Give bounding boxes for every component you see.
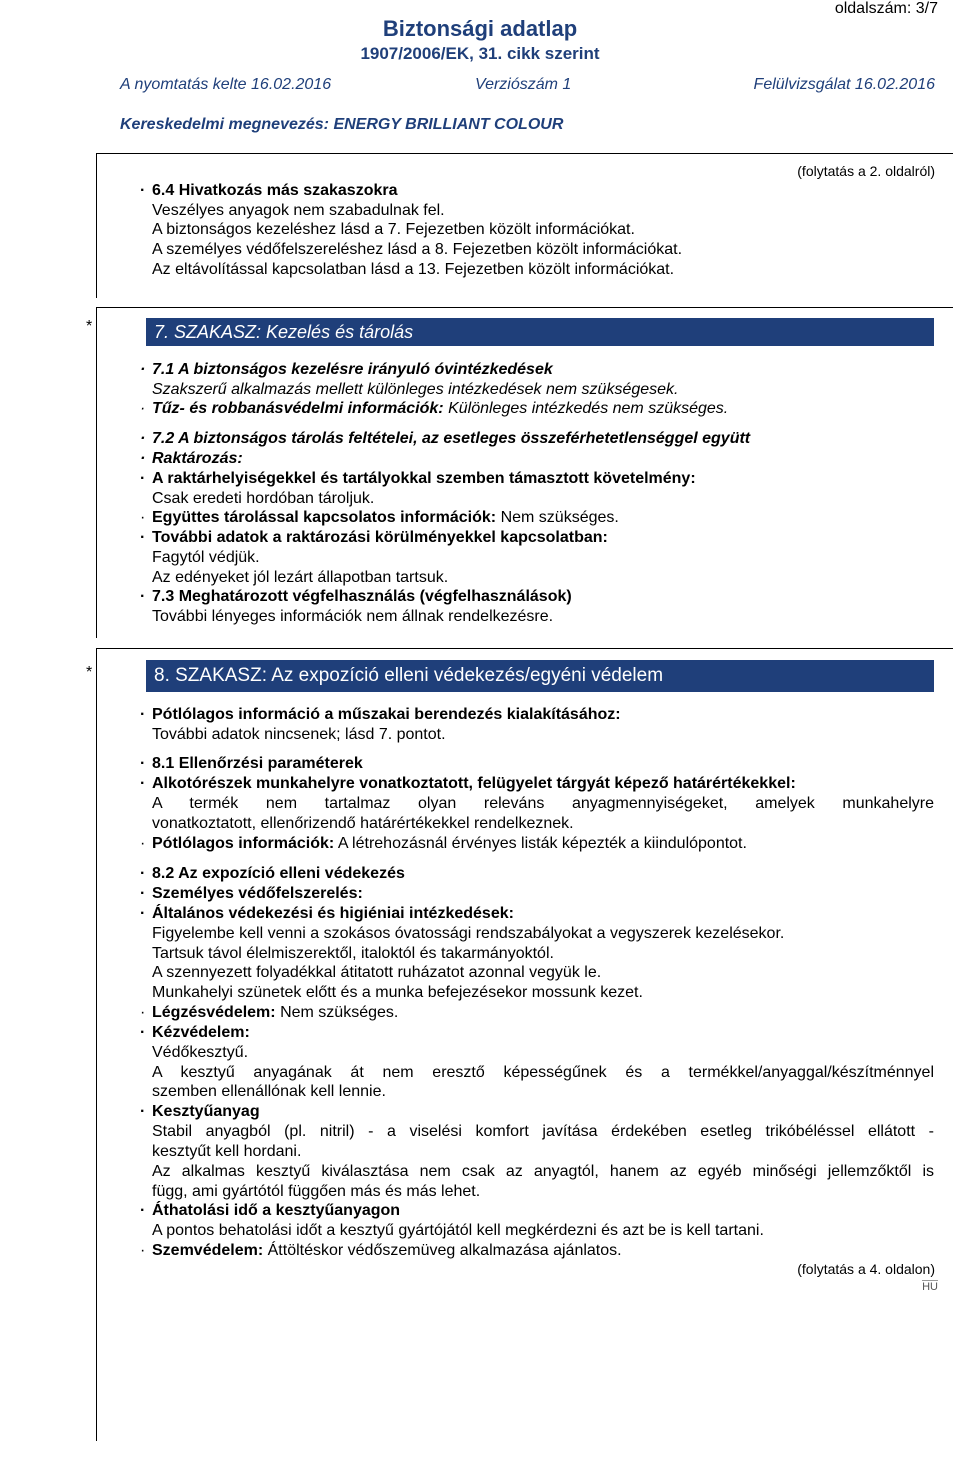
fire-protection-line: · Tűz- és robbanásvédelmi információk: Különleges intézkedés nem szükséges.	[140, 400, 729, 417]
further-storage-text: Az edényeket jól lezárt állapotban tartsuk.	[152, 569, 449, 586]
section-7-1-text: Szakszerű alkalmazás mellett különleges intézkedések nem szükségesek.	[152, 381, 679, 398]
print-date: A nyomtatás kelte 16.02.2016	[120, 76, 332, 93]
hand-protection-text: A kesztyű anyagának át nem eresztő képességűnek és a termékkel/anyaggal/készítménnyel	[152, 1064, 934, 1081]
additional-info-line: · Pótlólagos információk: A létrehozásnál érvényes listák képezték a kiindulópontot.	[140, 835, 747, 852]
section-8-1-heading: · 8.1 Ellenőrzési paraméterek	[140, 755, 363, 772]
general-hygiene-text: A szennyezett folyadékkal átitatott ruházatot azonnal vegyük le.	[152, 964, 602, 981]
storage-requirement-label: · A raktárhelyiségekkel és tartályokkal szemben támasztott követelmény:	[140, 470, 696, 487]
change-marker: *	[86, 664, 93, 681]
hand-protection-label: · Kézvédelem:	[140, 1024, 250, 1041]
penetration-time-text: A pontos behatolási időt a kesztyű gyártójától kell megkérdezni és azt be is kell tartani.	[152, 1222, 764, 1239]
hand-protection-text: szemben ellenállónak kell lennie.	[152, 1083, 386, 1100]
section-6-4-line: Az eltávolítással kapcsolatban lásd a 13. Fejezetben közölt információkat.	[152, 261, 675, 278]
further-storage-text: Fagytól védjük.	[152, 549, 260, 566]
section-7-1-heading: · 7.1 A biztonságos kezelésre irányuló óvintézkedések	[140, 361, 553, 378]
language-code: HU	[922, 1281, 938, 1293]
section-8-2-heading: · 8.2 Az expozíció elleni védekezés	[140, 865, 405, 882]
section-7-3-heading: · 7.3 Meghatározott végfelhasználás (végfelhasználások)	[140, 588, 572, 605]
document-title: Biztonsági adatlap	[382, 16, 578, 41]
storage-requirement-text: Csak eredeti hordóban tároljuk.	[152, 490, 375, 507]
section-6-4-line: Veszélyes anyagok nem szabadulnak fel.	[152, 202, 445, 219]
trade-name: Kereskedelmi megnevezés: ENERGY BRILLIANT COLOUR	[120, 116, 564, 133]
section-7-title-band: 7. SZAKASZ: Kezelés és tárolás	[146, 318, 934, 346]
general-hygiene-text: Tartsuk távol élelmiszerektől, italoktól és takarmányoktól.	[152, 945, 554, 962]
section-6-4-line: A biztonságos kezeléshez lásd a 7. Fejezetben közölt információkat.	[152, 221, 635, 238]
version-number: Verziószám 1	[475, 76, 572, 93]
engineering-label: · Pótlólagos információ a műszakai berendezés kialakításához:	[140, 706, 621, 723]
hand-protection-text: Védőkesztyű.	[152, 1044, 249, 1061]
general-hygiene-text: Figyelembe kell venni a szokásos óvatossági rendszabályokat a vegyszerek kezelésekor.	[152, 925, 785, 942]
continued-from-note: (folytatás a 2. oldalról)	[797, 163, 935, 179]
eye-protection-line: · Szemvédelem: Áttöltéskor védőszemüveg alkalmazása ajánlatos.	[140, 1242, 622, 1259]
storage-label: · Raktározás:	[140, 450, 243, 467]
joint-storage-line: · Együttes tárolással kapcsolatos információk: Nem szükséges.	[140, 509, 619, 526]
glove-material-text: Az alkalmas kesztyű kiválasztása nem csak az anyagtól, hanem az egyéb minőségi jellemzőktől is	[152, 1163, 934, 1180]
general-hygiene-text: Munkahelyi szünetek előtt és a munka befejezésekor mossunk kezet.	[152, 984, 643, 1001]
continued-to-note: (folytatás a 4. oldalon)	[797, 1261, 935, 1277]
general-hygiene-label: · Általános védekezési és higiéniai intézkedések:	[140, 905, 514, 922]
page-number: oldalszám: 3/7	[834, 0, 938, 17]
engineering-text: További adatok nincsenek; lásd 7. pontot.	[152, 726, 446, 743]
change-marker: *	[86, 318, 93, 335]
glove-material-text: kesztyűt kell hordani.	[152, 1143, 302, 1160]
section-8-title-band: 8. SZAKASZ: Az expozíció elleni védekezés/egyéni védelem	[146, 660, 934, 692]
document-subtitle: 1907/2006/EK, 31. cikk szerint	[360, 44, 600, 63]
glove-material-text: Stabil anyagból (pl. nitril) - a viselési komfort javítása érdekében esetleg trikóbéléssel ellátott -	[152, 1123, 934, 1140]
limit-values-text: A termék nem tartalmaz olyan releváns anyagmennyiségeket, amelyek munkahelyre	[152, 795, 934, 812]
section-7-2-heading: · 7.2 A biztonságos tárolás feltételei, az esetleges összeférhetetlenséggel együtt	[140, 430, 751, 447]
limit-values-label: · Alkotórészek munkahelyre vonatkoztatott, felügyelet tárgyát képező határértékekkel:	[140, 775, 796, 792]
section-6-4-line: A személyes védőfelszereléshez lásd a 8. Fejezetben közölt információkat.	[152, 241, 683, 258]
ppe-label: · Személyes védőfelszerelés:	[140, 885, 363, 902]
section-7-3-text: További lényeges információk nem állnak rendelkezésre.	[152, 608, 554, 625]
further-storage-label: · További adatok a raktározási körülményekkel kapcsolatban:	[140, 529, 608, 546]
glove-material-label: · Kesztyűanyag	[140, 1103, 260, 1120]
penetration-time-label: · Áthatolási idő a kesztyűanyagon	[140, 1202, 401, 1219]
section-6-4-heading: · 6.4 Hivatkozás más szakaszokra	[140, 182, 398, 199]
glove-material-text: függ, ami gyártótól függően más és más lehet.	[152, 1183, 481, 1200]
respiratory-line: · Légzésvédelem: Nem szükséges.	[140, 1004, 399, 1021]
revision-date: Felülvizsgálat 16.02.2016	[753, 76, 935, 93]
limit-values-text: vonatkoztatott, ellenőrizendő határértékekkel rendelkeznek.	[152, 815, 574, 832]
